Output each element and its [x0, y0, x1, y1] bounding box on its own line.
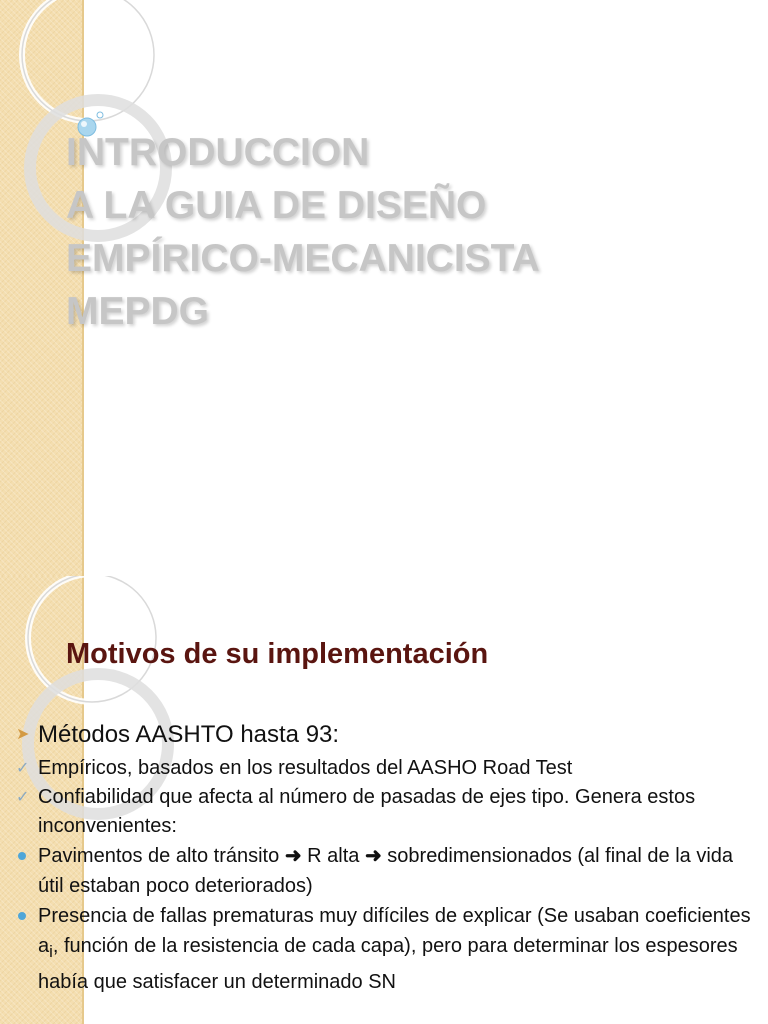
round-dot-bullet-icon: [18, 852, 26, 860]
title-line: INTRODUCCION: [66, 131, 370, 174]
slide-heading: Motivos de su implementación: [66, 638, 489, 670]
checkmark-bullet-icon: ✓: [16, 789, 30, 806]
bullet-text: Confiabilidad que afecta al número de pasadas de ejes tipo. Genera estos inconvenientes:: [38, 786, 696, 837]
slide-title: [66, 126, 540, 338]
bullet-text: , función de la resistencia de cada capa), pero para determinar los espesores había que satisfacer un determinado SN: [38, 935, 738, 993]
list-item: [16, 783, 754, 841]
list-item: [16, 901, 754, 997]
bullet-text: Métodos AASHTO hasta 93:: [38, 721, 340, 748]
list-item: [16, 754, 754, 783]
checkmark-bullet-icon: ✓: [16, 760, 30, 777]
list-item: [16, 841, 754, 901]
title-line: A LA GUIA DE DISEÑO: [66, 184, 487, 227]
subscript-text: i: [49, 942, 53, 961]
bold-right-arrow-icon: ➜: [364, 845, 382, 867]
bullet-text: R alta: [307, 845, 360, 867]
title-line: MEPDG: [66, 290, 210, 333]
bullet-text: Pavimentos de alto tránsito: [38, 845, 280, 867]
bullet-text: sobredimensionados (al final de la vida útil estaban poco deteriorados): [38, 845, 734, 897]
bullet-text: Presencia de fallas prematuras muy difíciles de explicar (Se usaban coeficientes a: [38, 905, 751, 957]
bullet-text: Empíricos, basados en los resultados del AASHO Road Test: [38, 757, 573, 779]
bullet-list: [16, 716, 754, 997]
arrowhead-bullet-icon: ➤: [16, 726, 30, 743]
bold-right-arrow-icon: ➜: [284, 845, 302, 867]
list-item: [16, 716, 754, 754]
title-line: EMPÍRICO-MECANICISTA: [66, 237, 540, 280]
round-dot-bullet-icon: [18, 912, 26, 920]
